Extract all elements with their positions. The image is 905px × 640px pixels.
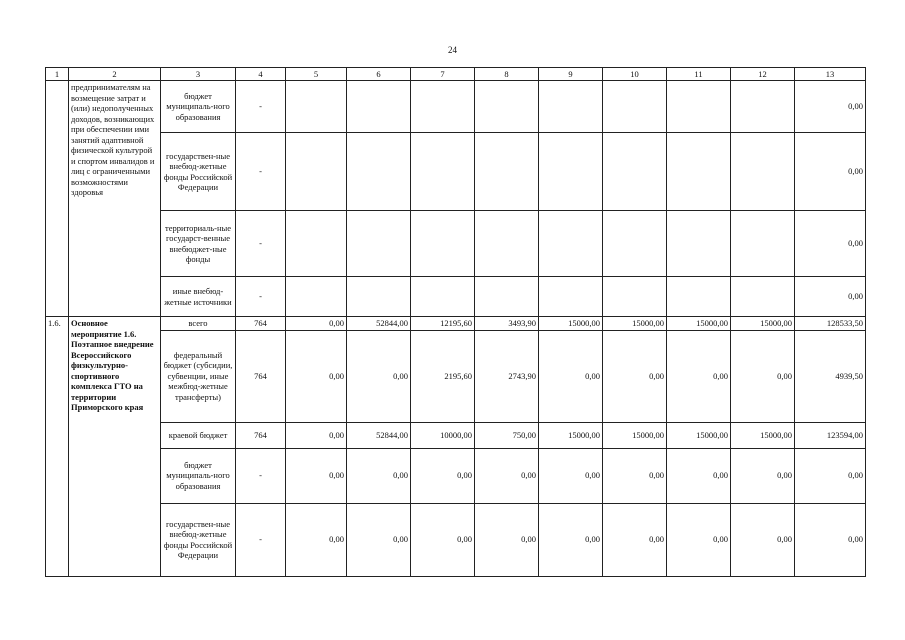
table-cell: 0,00 [731,448,795,503]
table-cell [731,211,795,277]
row-number-cell [46,81,69,317]
table-row [46,277,866,317]
table-cell: 15000,00 [603,317,667,331]
table-cell: 0,00 [667,503,731,576]
column-header: 13 [795,68,866,81]
table-cell [603,277,667,317]
table-cell: 15000,00 [667,317,731,331]
measure-description: Основное мероприятие 1.6. Поэтапное внедрение Всероссийского физкультурно-спортивного комплекса ГТО на территории Приморского края [69,317,161,577]
table-cell: 2195,60 [411,330,475,422]
column-header: 3 [161,68,236,81]
table-cell [667,81,731,133]
funding-source: всего [161,317,236,331]
table-cell: 128533,50 [795,317,866,331]
table-cell: 0,00 [347,448,411,503]
table-cell [411,81,475,133]
table-cell: 764 [236,317,286,331]
table-cell [286,133,347,211]
table-cell [475,277,539,317]
table-cell [667,133,731,211]
table-cell: 0,00 [539,330,603,422]
table-cell: 0,00 [286,503,347,576]
table-cell: 0,00 [603,448,667,503]
table-cell [475,211,539,277]
table-cell: 0,00 [603,330,667,422]
column-header: 4 [236,68,286,81]
table-cell: 0,00 [795,277,866,317]
table-cell: 0,00 [475,448,539,503]
table-cell [603,211,667,277]
table-row [46,81,866,133]
column-header: 8 [475,68,539,81]
table-cell [411,211,475,277]
funding-source: краевой бюджет [161,422,236,448]
table-cell: 0,00 [539,448,603,503]
funding-source: федеральный бюджет (субсидии, субвенции, иные межбюд-жетные трансферты) [161,330,236,422]
table-row [46,330,866,422]
budget-table [45,67,866,577]
table-cell: 0,00 [286,422,347,448]
table-cell [731,81,795,133]
table-cell: 0,00 [347,330,411,422]
table-cell [286,81,347,133]
measure-description: предпринимателям на возмещение затрат и (или) недополученных доходов, возникающих при обеспечении ими занятий адаптивной физической культурой и спортом инвалидов и лиц с ограниченными возможностями здоровья [69,81,161,317]
table-cell: 15000,00 [731,317,795,331]
row-number-cell: 1.6. [46,317,69,577]
table-cell: - [236,81,286,133]
table-cell: 0,00 [795,503,866,576]
table-cell: 0,00 [411,448,475,503]
column-header: 6 [347,68,411,81]
table-cell: 0,00 [603,503,667,576]
table-cell: 0,00 [795,448,866,503]
table-row [46,317,866,331]
table-cell [603,81,667,133]
table-cell: - [236,211,286,277]
table-cell: 3493,90 [475,317,539,331]
table-cell: 52844,00 [347,422,411,448]
funding-source: территориаль-ные государст-венные внебюджет-ные фонды [161,211,236,277]
table-cell: 15000,00 [539,317,603,331]
table-cell: 15000,00 [603,422,667,448]
table-cell: 0,00 [667,448,731,503]
table-cell: 0,00 [539,503,603,576]
table-cell: 0,00 [795,81,866,133]
table-cell: 0,00 [347,503,411,576]
table-cell: 15000,00 [667,422,731,448]
table-cell: 12195,60 [411,317,475,331]
table-row [46,503,866,576]
table-cell: 0,00 [286,317,347,331]
table-cell: 750,00 [475,422,539,448]
table-cell [411,133,475,211]
table-cell [347,211,411,277]
funding-source: государствен-ные внебюд-жетные фонды Российской Федерации [161,133,236,211]
table-cell [539,133,603,211]
table-cell [475,133,539,211]
table-cell: 764 [236,422,286,448]
table-cell: 10000,00 [411,422,475,448]
table-cell: - [236,503,286,576]
table-cell: 0,00 [667,330,731,422]
column-header: 9 [539,68,603,81]
table-cell: 4939,50 [795,330,866,422]
table-cell [411,277,475,317]
funding-source: иные внебюд-жетные источники [161,277,236,317]
table-cell: 0,00 [411,503,475,576]
table-cell [667,277,731,317]
table-cell [539,211,603,277]
table-cell: 0,00 [795,211,866,277]
table-cell [347,81,411,133]
table-cell [731,133,795,211]
table-cell [347,133,411,211]
table-cell [539,277,603,317]
funding-source: государствен-ные внебюд-жетные фонды Российской Федерации [161,503,236,576]
table-row [46,211,866,277]
table-cell: - [236,277,286,317]
table-cell [731,277,795,317]
table-cell: - [236,448,286,503]
column-header: 5 [286,68,347,81]
table-cell: 0,00 [795,133,866,211]
header-row [46,68,866,81]
page-number: 24 [448,45,457,55]
table-cell: 0,00 [286,448,347,503]
column-header: 11 [667,68,731,81]
table-row [46,133,866,211]
table-cell: 0,00 [731,330,795,422]
funding-source: бюджет муниципаль-ного образования [161,81,236,133]
table-cell: 15000,00 [539,422,603,448]
table-cell [603,133,667,211]
table-cell: 123594,00 [795,422,866,448]
column-header: 2 [69,68,161,81]
table-cell: 0,00 [475,503,539,576]
column-header: 10 [603,68,667,81]
table-cell: 15000,00 [731,422,795,448]
table-cell: 0,00 [731,503,795,576]
table-cell [667,211,731,277]
table-cell [286,277,347,317]
column-header: 12 [731,68,795,81]
table-cell [475,81,539,133]
table-cell [347,277,411,317]
table-row [46,448,866,503]
table-cell: 2743,90 [475,330,539,422]
column-header: 1 [46,68,69,81]
funding-source: бюджет муниципаль-ного образования [161,448,236,503]
table-cell: 0,00 [286,330,347,422]
table-cell: 52844,00 [347,317,411,331]
table-cell: - [236,133,286,211]
table-cell [286,211,347,277]
table-cell [539,81,603,133]
table-cell: 764 [236,330,286,422]
column-header: 7 [411,68,475,81]
table-row [46,422,866,448]
